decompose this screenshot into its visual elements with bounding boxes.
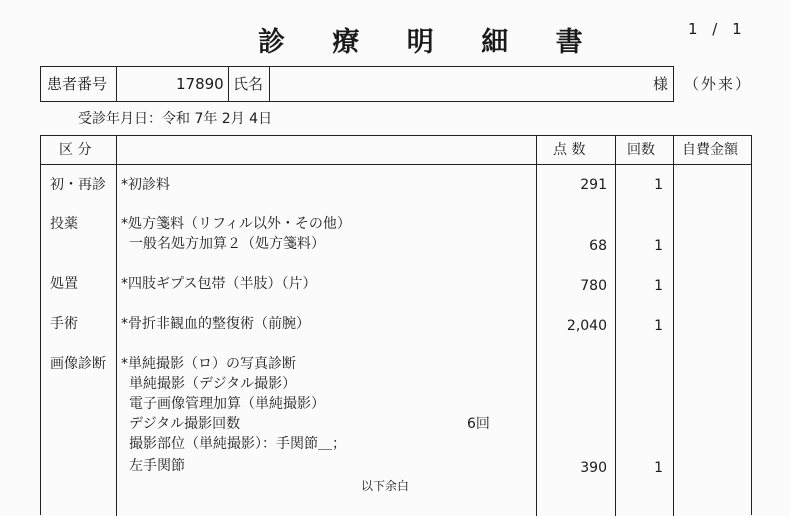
row-points: 2,040 — [566, 318, 607, 334]
patient-id-label: 患者番号 — [47, 75, 108, 93]
row-points: 780 — [580, 278, 607, 294]
column-divider — [673, 136, 674, 516]
header-points: 点 数 — [553, 142, 586, 158]
honorific: 様 — [653, 75, 669, 93]
row-points: 68 — [589, 238, 607, 254]
row-item: 単純撮影（デジタル撮影） — [129, 376, 297, 392]
document-title: 診 療 明 細 書 — [258, 27, 602, 58]
footer-note: 以下余白 — [361, 479, 410, 493]
patient-info-box — [40, 66, 674, 102]
billing-table — [40, 135, 752, 515]
row-count: 1 — [654, 238, 663, 254]
row-category: 手術 — [50, 316, 78, 332]
visit-date: 受診年月日：令和 7年 2月 4日 — [78, 111, 273, 127]
row-category: 初・再診 — [50, 177, 106, 193]
row-item: *骨折非観血的整復術（前腕） — [121, 316, 310, 332]
row-item: 撮影部位（単純撮影）：手関節＿； — [129, 436, 346, 452]
page-number: 1 / 1 — [688, 20, 747, 38]
patient-id-value: 17890 — [176, 75, 224, 93]
visit-type: （外来） — [684, 75, 753, 93]
divider — [228, 67, 229, 101]
row-item: デジタル撮影回数 — [129, 416, 241, 432]
row-item: *処方箋料（リフィル以外・その他） — [121, 216, 351, 232]
divider — [269, 67, 270, 101]
patient-name-label: 氏名 — [233, 75, 264, 93]
row-points: 291 — [580, 177, 607, 193]
divider — [116, 67, 117, 101]
row-item: 左手関節 — [129, 458, 185, 474]
row-category: 処置 — [50, 276, 78, 292]
row-count: 1 — [654, 278, 663, 294]
row-count: 1 — [654, 460, 663, 476]
row-item: *初診料 — [121, 177, 170, 193]
row-points: 390 — [580, 460, 607, 476]
row-count: 1 — [654, 318, 663, 334]
row-item: 電子画像管理加算（単純撮影） — [129, 396, 325, 412]
row-item: *単純撮影（ロ）の写真診断 — [121, 356, 296, 372]
header-divider — [41, 164, 751, 165]
header-count: 回数 — [627, 142, 655, 158]
column-divider — [615, 136, 616, 516]
row-category: 画像診断 — [50, 356, 106, 372]
row-extra: 6回 — [467, 416, 490, 432]
row-item: 一般名処方加算２（処方箋料） — [129, 236, 325, 252]
column-divider — [116, 136, 117, 516]
row-count: 1 — [654, 177, 663, 193]
row-category: 投薬 — [50, 216, 78, 232]
header-self-pay: 自費金額 — [682, 142, 738, 158]
row-item: *四肢ギプス包帯（半肢）（片） — [121, 276, 317, 292]
header-category: 区 分 — [59, 142, 92, 158]
